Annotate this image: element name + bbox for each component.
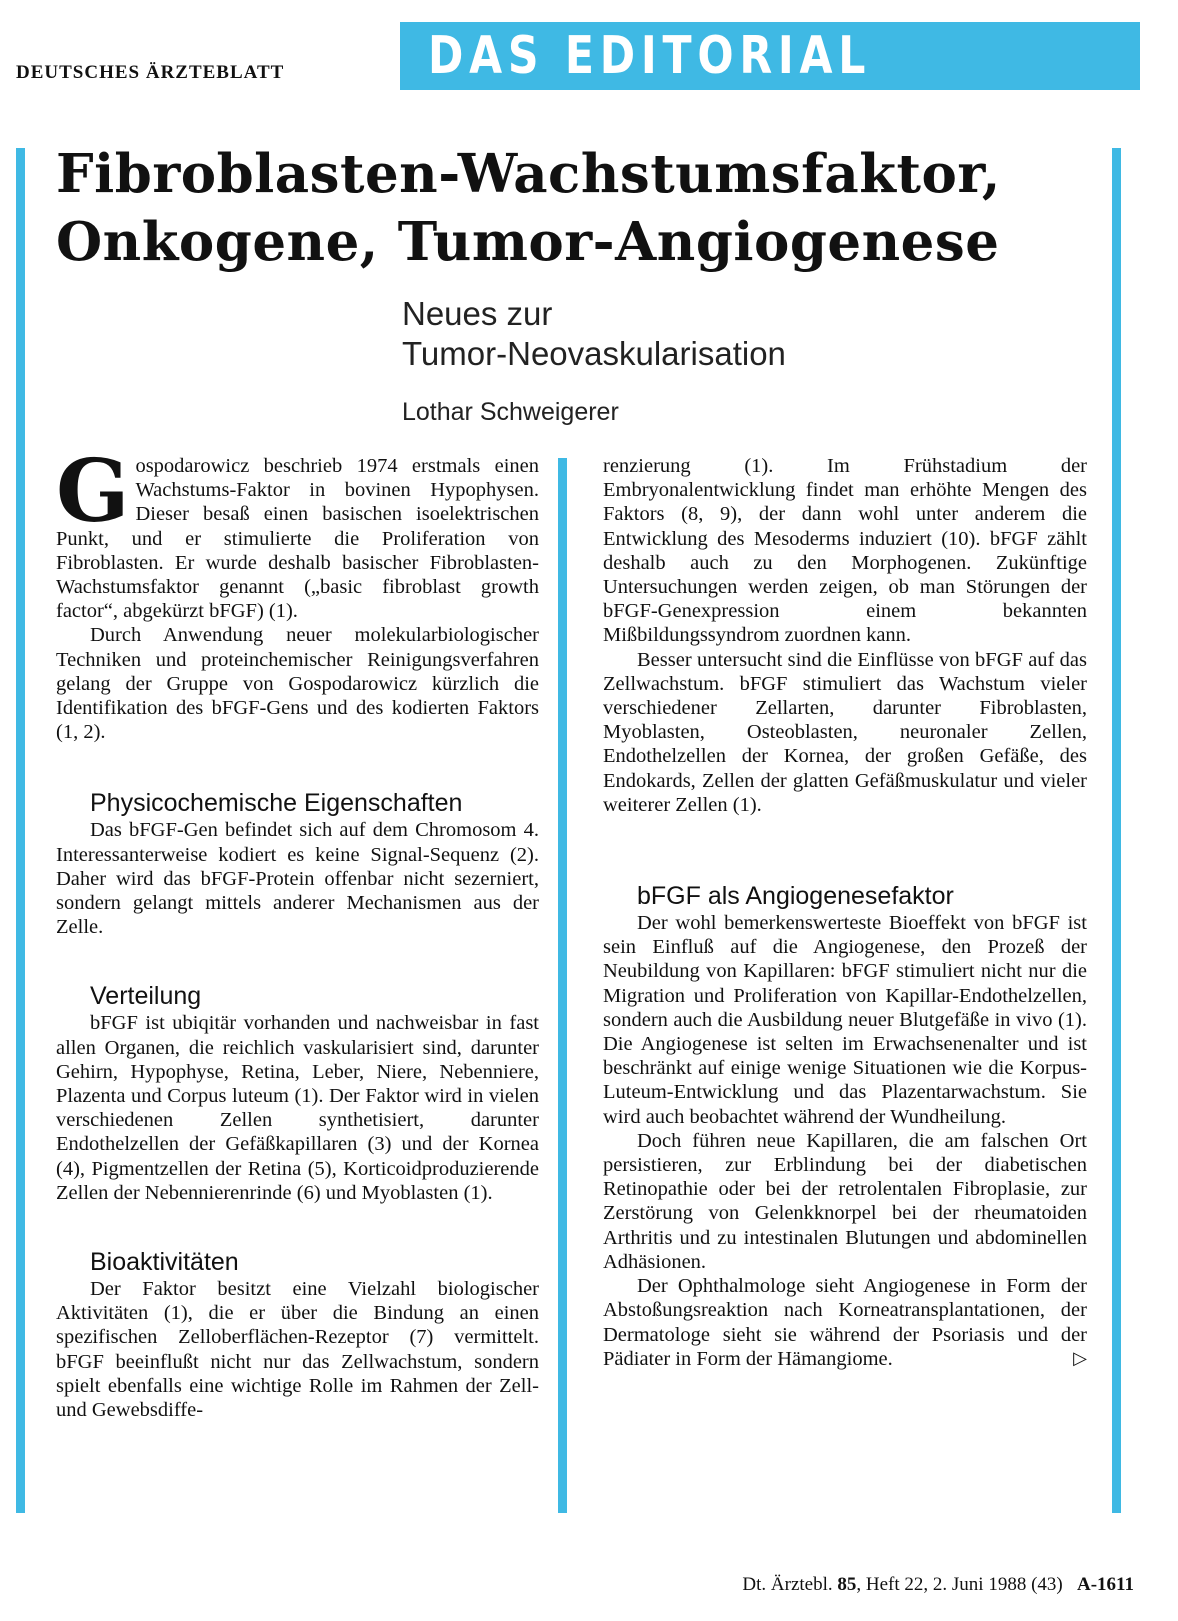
left-accent-bar [16,148,25,1513]
footer-journal: Dt. Ärztebl. [742,1574,833,1595]
section-heading-bioaktivitaeten: Bioaktivitäten [90,1248,239,1277]
section-heading-angiogenesefaktor: bFGF als Angiogenesefaktor [637,882,954,911]
paragraph: Doch führen neue Kapillaren, die am falschen Ort persistieren, zur Erblindung bei der diabetischen Retinopathie oder bei der retrolentalen Fibroplasie, zur Zerstörung von Gelenkknorpel bei der rheumatoiden Arthritis und zu intestinalen Blutungen und abdominellen Adhäsionen. [603,1129,1087,1273]
continue-arrow-icon: ▷ [1073,1347,1087,1369]
paragraph: Das bFGF-Gen befindet sich auf dem Chromosom 4. Interessanterweise kodiert es keine Signal-Sequenz (2). Daher wird das bFGF-Protein offenbar nicht sezerniert, sondern gelangt mittels anderer Mechanismen aus der Zelle. [56,819,539,939]
text-column-right [603,454,1087,1371]
section-banner [400,22,1140,90]
page-footer [742,1574,1134,1596]
paragraph: Der Ophthalmologe sieht Angiogenese in Form der Abstoßungsreaktion nach Korneatransplantationen, der Dermatologe sieht sie während der Psoriasis und der Pädiater in Form der Hämangiome. ▷ [603,1275,1087,1370]
article-title [56,140,1076,276]
text-column-left [56,441,539,1422]
paragraph: Durch Anwendung neuer molekularbiologischer Techniken und proteinchemischer Reinigungsverfahren gelang der Gruppe von Gospodarowicz kürzlich die Identifikation des bFGF-Gens und des kodierten Faktors (1, 2). [56,624,539,744]
section-heading-physicochemie: Physicochemische Eigenschaften [90,789,463,818]
footer-volume: 85 [837,1574,857,1595]
section-title: DAS EDITORIAL [428,26,872,86]
title-line-2: Onkogene, Tumor-Angiogenese [56,211,1000,273]
page-number: A-1611 [1077,1574,1134,1595]
right-accent-bar [1112,148,1121,1513]
column-divider-bar [558,458,567,1513]
paragraph: Besser untersucht sind die Einflüsse von bFGF auf das Zellwachstum. bFGF stimuliert das Wachstum vieler verschiedener Zellarten, darunter Fibroblasten, Myoblasten, Osteoblasten, neuronaler Zellen, Endothelzellen der Kornea, der großen Gefäße, des Endokards, Zellen der glatten Gefäßmuskulatur und vieler weiterer Zellen (1). [603,648,1087,816]
subtitle-line-2: Tumor-Neovaskularisation [402,335,786,372]
paragraph: bFGF ist ubiqitär vorhanden und nachweisbar in fast allen Organen, die reichlich vaskularisiert sind, darunter Gehirn, Hypophyse, Retina, Leber, Niere, Nebenniere, Plazenta und Corpus luteum (1). Der Faktor wird in vielen verschiedenen Zellen synthetisiert, darunter Endothelzellen der Gefäßkapillaren (3) und der Kornea (4), Pigmentzellen der Retina (5), Korticoidproduzierende Zellen der Nebennierenrinde (6) und Myoblasten (1). [56,1012,539,1204]
journal-name: DEUTSCHES ÄRZTEBLATT [16,62,285,83]
footer-issue: , Heft 22, 2. Juni 1988 (43) [856,1574,1063,1595]
paragraph: Der wohl bemerkenswerteste Bioeffekt von bFGF ist sein Einfluß auf die Angiogenese, den Prozeß der Neubildung von Kapillaren: bFGF stimuliert nicht nur die Migration und Proliferation von Kapillar-Endothelzellen, sondern auch die Ausbildung neuer Blutgefäße in vivo (1). Die Angiogenese ist selten im Erwachsenenalter und ist beschränkt auf einige wenige Situationen wie die Korpus-Luteum-Entwicklung und das Plazentarwachstum. Sie wird auch beobachtet während der Wundheilung. [603,912,1087,1128]
author-name: Lothar Schweigerer [402,398,619,426]
paragraph: renzierung (1). Im Frühstadium der Embryonalentwicklung findet man erhöhte Mengen des Faktors (8, 9), der dann wohl unter anderem die Entwicklung des Mesoderms induziert (10). bFGF zählt deshalb auch zu den Morphogenen. Zukünftige Untersuchungen werden zeigen, ob man Störungen der bFGF-Genexpression einem bekannten Mißbildungssyndrom zuordnen kann. [603,455,1087,647]
article-subtitle [402,294,786,374]
title-line-1: Fibroblasten-Wachstumsfaktor, [56,143,1001,205]
intro-paragraph: Gospodarowicz beschrieb 1974 erstmals einen Wachstums-Faktor in bovinen Hypophysen. Dieser besaß einen basischen isoelektrischen Punkt, und er stimulierte die Proliferation von Fibroblasten. Er wurde deshalb basischer Fibroblasten-Wachstumsfaktor genannt („basic fibroblast growth factor“, abgekürzt bFGF) (1). [56,441,539,623]
paragraph: Der Faktor besitzt eine Vielzahl biologischer Aktivitäten (1), die er über die Bindung an einen spezifischen Zelloberflächen-Rezeptor (7) vermittelt. bFGF beeinflußt nicht nur das Zellwachstum, sondern spielt ebenfalls eine wichtige Rolle im Rahmen der Zell- und Gewebsdiffe- [56,1278,539,1422]
drop-cap: G [56,441,130,542]
section-heading-verteilung: Verteilung [90,982,202,1011]
subtitle-line-1: Neues zur [402,295,553,332]
